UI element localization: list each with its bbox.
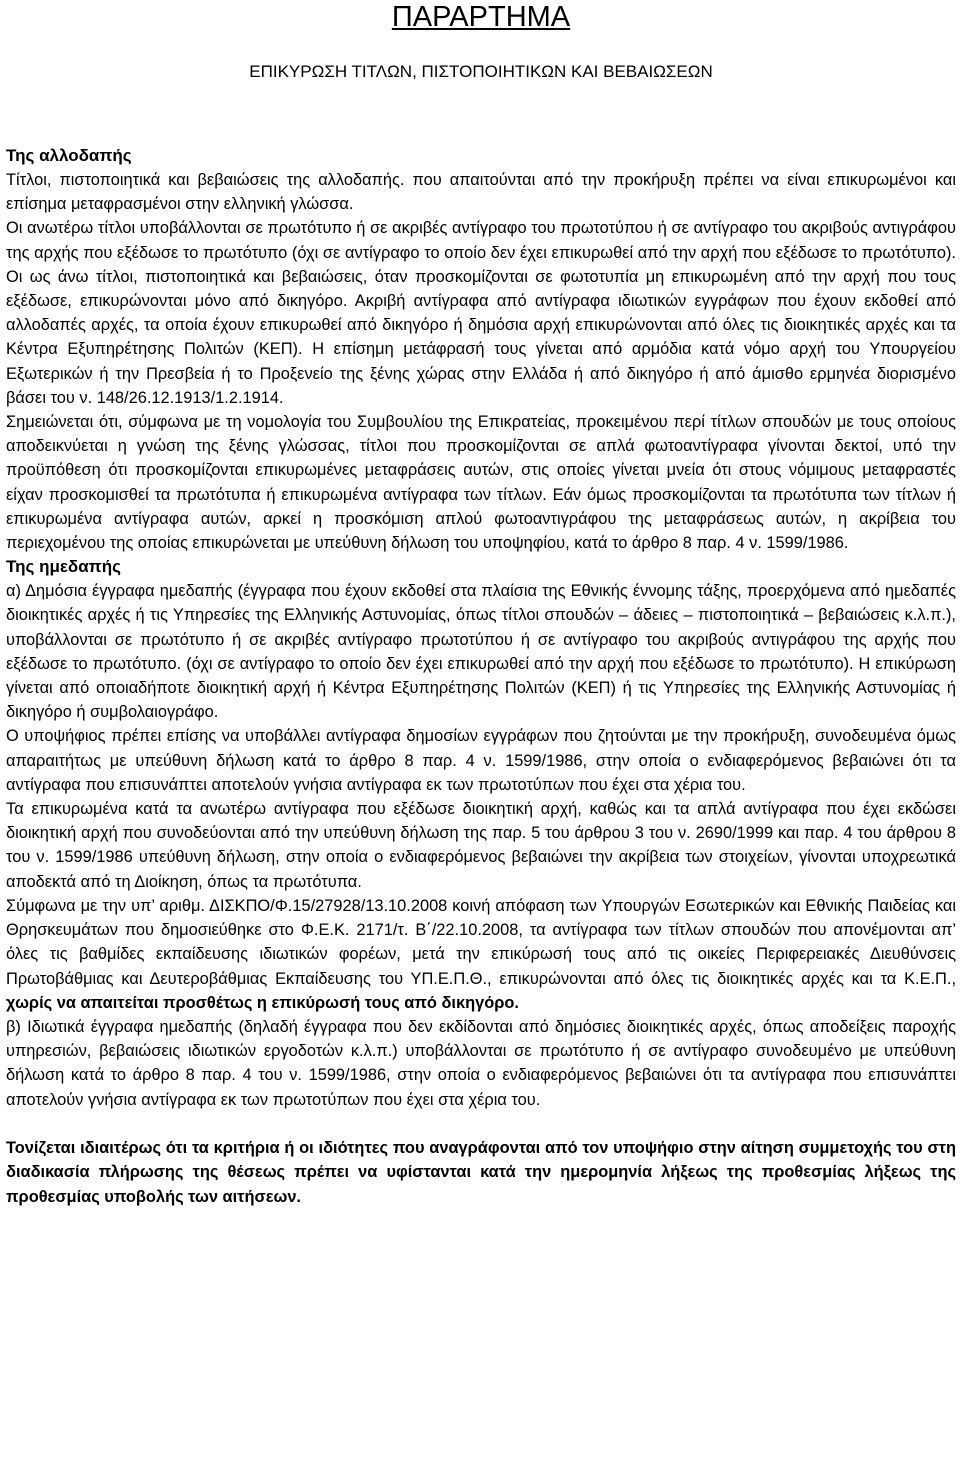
section-heading-domestic: Της ημεδαπής (6, 557, 121, 577)
page-title: ΠΑΡΑΡΤΗΜΑ (391, 1, 571, 33)
foreign-paragraph-1: Τίτλοι, πιστοποιητικά και βεβαιώσεις της αλλοδαπής. που απαιτούνται από την προκήρυξη πρέπει να είναι επικυρωμένοι και επίσημα μεταφρασμένοι στην ελληνική γλώσσα. (6, 171, 956, 214)
section-heading-foreign: Της αλλοδαπής (6, 146, 132, 165)
domestic-paragraph-d-text: Σύμφωνα με την υπ’ αριθμ. ΔΙΣΚΠΟ/Φ.15/27928/13.10.2008 κοινή απόφαση των Υπουργών Εσωτερικών και Εθνικής Παιδείας και Θρησκευμάτων που δημοσιεύθηκε στο Φ.Ε.Κ. 2171/τ. Β΄/22.10.2008, τα αντίγραφα των τίτλων σπουδών που απονέμονται απ’ όλες τις βαθμίδες εκπαίδευσης ιδιωτικών φορέων, μετά την επικύρωσή τους από τις οικείες Περιφερειακές Διευθύνσεις Πρωτοβάθμιας και Δευτεροβάθμιας Εκπαίδευσης του ΥΠ.Ε.Π.Θ., επικυρώνονται από όλες τις διοικητικές αρχές και τα Κ.Ε.Π., (6, 896, 956, 988)
domestic-paragraph-d (6, 894, 956, 1015)
domestic-paragraph-c: Τα επικυρωμένα κατά τα ανωτέρω αντίγραφα που εξέδωσε διοικητική αρχή, καθώς και τα απλά αντίγραφα που έχει εκδώσει διοικητική αρχή που συνοδεύονται από την υπεύθυνη δήλωση της παρ. 5 του άρθρου 3 του ν. 2690/1999 και παρ. 4 του άρθρου 8 του ν. 1599/1986 υπεύθυνη δήλωση, στην οποία ο ενδιαφερόμενος βεβαιώνει την ακρίβεια των στοιχείων, γίνονται υποχρεωτικά αποδεκτά από τη Διοίκηση, όπως τα πρωτότυπα. (6, 800, 956, 891)
domestic-paragraph-e: β) Ιδιωτικά έγγραφα ημεδαπής (δηλαδή έγγραφα που δεν εκδίδονται από δημόσιες διοικητικές αρχές, όπως αποδείξεις παροχής υπηρεσιών, βεβαιώσεις ιδιωτικών εργοδοτών κ.λ.π.) υποβάλλονται σε πρωτότυπο ή σε αντίγραφο συνοδευμένο με υπεύθυνη δήλωση κατά το άρθρο 8 παρ. 4 του ν. 1599/1986, στην οποία ο ενδιαφερόμενος βεβαιώνει ότι τα αντίγραφα που επισυνάπτει αποτελούν γνήσια αντίγραφα εκ των πρωτοτύπων που έχει στα χέρια του. (6, 1017, 956, 1109)
domestic-paragraph-a: α) Δημόσια έγγραφα ημεδαπής (έγγραφα που έχουν εκδοθεί στα πλαίσια της Εθνικής έννομης τάξης, προερχόμενα από ημεδαπές διοικητικές αρχές ή τις Υπηρεσίες της Ελληνικής Αστυνομίας, όπως τίτλοι σπουδών – άδειες – πιστοποιητικά – βεβαιώσεις κ.λ.π.), υποβάλλονται σε πρωτότυπο ή σε ακριβές αντίγραφο πρωτοτύπου ή σε αντίγραφο του ακριβούς αντιγράφου της αρχής που εξέδωσε το πρωτότυπο. (όχι σε αντίγραφο το οποίο δεν έχει επικυρωθεί από την αρχή που εξέδωσε το πρωτότυπο). Η επικύρωση γίνεται από οποιαδήποτε διοικητική αρχή ή Κέντρα Εξυπηρέτησης Πολιτών (ΚΕΠ) ή τις Υπηρεσίες της Ελληνικής Αστυνομίας ή δικηγόρο ή συμβολαιογράφο. (6, 582, 956, 722)
foreign-paragraph-2: Οι ανωτέρω τίτλοι υποβάλλονται σε πρωτότυπο ή σε ακριβές αντίγραφο του πρωτοτύπου ή σε αντίγραφο του ακριβούς αντιγράφου της αρχής που εξέδωσε το πρωτότυπο (όχι σε αντίγραφο το οποίο δεν έχει επικυρωθεί από την αρχή που εξέδωσε το πρωτότυπο). Οι ως άνω τίτλοι, πιστοποιητικά και βεβαιώσεις, όταν προσκομίζονται σε φωτοτυπία μη επικυρωμένη από την αρχή που τους εξέδωσε, επικυρώνονται μόνο από δικηγόρο. Ακριβή αντίγραφα από αντίγραφα ιδιωτικών εγγράφων που έχουν εκδοθεί από αλλοδαπές αρχές, τα οποία έχουν επικυρωθεί από δικηγόρο ή δημόσια αρχή επικυρώνονται από όλες τις διοικητικές αρχές και τα Κέντρα Εξυπηρέτησης Πολιτών (ΚΕΠ). Η επίσημη μετάφρασή τους γίνεται από αρμόδια κατά νόμο αρχή του Υπουργείου Εξωτερικών ή την Πρεσβεία ή το Προξενείο της ξένης χώρας στην Ελλάδα ή από δικηγόρο ή από άμισθο ερμηνέα διορισμένο βάσει του ν. 148/26.12.1913/1.2.1914. (6, 219, 956, 407)
domestic-paragraph-d-emphasis: χωρίς να απαιτείται προσθέτως η επικύρωσή τους από δικηγόρο. (6, 993, 519, 1012)
final-note: Τονίζεται ιδιαιτέρως ότι τα κριτήρια ή οι ιδιότητες που αναγράφονται από τον υποψήφιο στην αίτηση συμμετοχής του στη διαδικασία πλήρωσης της θέσεως πρέπει να υφίστανται κατά την ημερομηνία λήξεως της προθεσμίας λήξεως της προθεσμίας υποβολής των αιτήσεων. (6, 1138, 956, 1206)
page-subtitle: ΕΠΙΚΥΡΩΣΗ ΤΙΤΛΩΝ, ΠΙΣΤΟΠΟΙΗΤΙΚΩΝ ΚΑΙ ΒΕΒΑΙΩΣΕΩΝ (249, 62, 713, 81)
domestic-paragraph-b: Ο υποψήφιος πρέπει επίσης να υποβάλλει αντίγραφα δημοσίων εγγράφων που ζητούνται με την προκήρυξη, συνοδευμένα όμως απαραιτήτως με υπεύθυνη δήλωση κατά το άρθρο 8 παρ. 4 ν. 1599/1986, στην οποία ο ενδιαφερόμενος βεβαιώνει ότι τα αντίγραφα που επισυνάπτει αποτελούν γνήσια αντίγραφα εκ των πρωτοτύπων που έχει στα χέρια του. (6, 727, 956, 794)
foreign-paragraph-3: Σημειώνεται ότι, σύμφωνα με τη νομολογία του Συμβουλίου της Επικρατείας, προκειμένου περί τίτλων σπουδών με τους οποίους αποδεικνύεται η γνώση της ξένης γλώσσας, τίτλοι που προσκομίζονται σε απλά φωτοαντίγραφα γίνονται δεκτοί, υπό την προϋπόθεση ότι προσκομίζονται επικυρωμένες μεταφράσεις αυτών, στις οποίες γίνεται μνεία ότι στους νόμιμους μεταφραστές είχαν προσκομισθεί τα πρωτότυπα ή επικυρωμένα αντίγραφα των τίτλων. Εάν όμως προσκομίζονται τα πρωτότυπα των τίτλων ή επικυρωμένα αντίγραφα αυτών, αρκεί η προσκόμιση απλού φωτοαντιγράφου της μεταφράσεως αυτών, η ακρίβεια του περιεχομένου της οποίας επικυρώνεται με υπεύθυνη δήλωση του υποψηφίου, κατά το άρθρο 8 παρ. 4 ν. 1599/1986. (6, 413, 956, 553)
